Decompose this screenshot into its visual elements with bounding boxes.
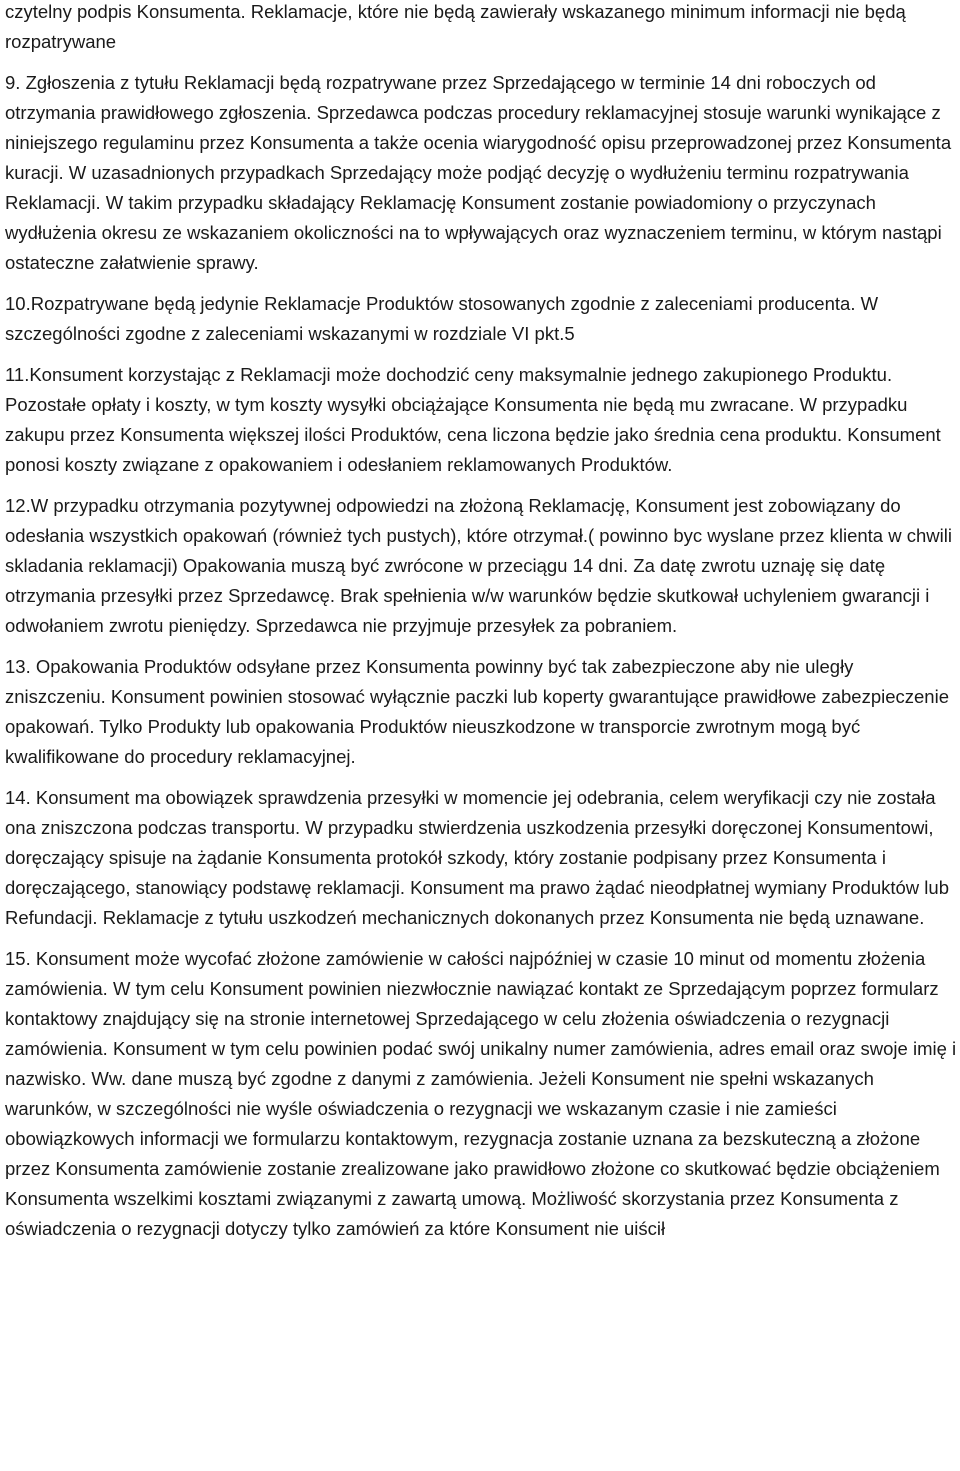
paragraph-9: 9. Zgłoszenia z tytułu Reklamacji będą rozpatrywane przez Sprzedającego w terminie 14 dni roboczych od otrzymania prawidłowego zgłoszenia. Sprzedawca podczas procedury reklamacyjnej stosuje warunki wynikające z niniejszego regulaminu przez Konsumenta a także ocenia wiarygodność opisu przeprowadzonej przez Konsumenta kuracji. W uzasadnionych przypadkach Sprzedający może podjąć decyzję o wydłużeniu terminu rozpatrywania Reklamacji. W takim przypadku składający Reklamację Konsument zostanie powiadomiony o przyczynach wydłużenia okresu ze wskazaniem okoliczności na to wpływających oraz wyznaczeniem terminu, w którym nastąpi ostateczne załatwienie sprawy. (5, 72, 952, 273)
paragraph-13: 13. Opakowania Produktów odsyłane przez Konsumenta powinny być tak zabezpieczone aby nie uległy zniszczeniu. Konsument powinien stosować wyłącznie paczki lub koperty gwarantujące prawidłowe zabezpieczenie opakowań. Tylko Produkty lub opakowania Produktów nieuszkodzone w transporcie zwrotnym mogą być kwalifikowane do procedury reklamacyjnej. (5, 656, 949, 767)
paragraph-12: 12.W przypadku otrzymania pozytywnej odpowiedzi na złożoną Reklamację, Konsument jest zobowiązany do odesłania wszystkich opakowań (również tych pustych), które otrzymał.( powinno byc wyslane przez klienta w chwili skladania reklamacji) Opakowania muszą być zwrócone w przeciągu 14 dni. Za datę zwrotu uznaję się datę otrzymania przesyłki przez Sprzedawcę. Brak spełnienia w/w warunków będzie skutkował uchyleniem gwarancji i odwołaniem zwrotu pieniędzy. Sprzedawca nie przyjmuje przesyłek za pobraniem. (5, 495, 952, 636)
document-page (5, 0, 957, 1255)
paragraph-signature-note: czytelny podpis Konsumenta. Reklamacje, które nie będą zawierały wskazanego minimum informacji nie będą rozpatrywane (5, 1, 906, 52)
paragraph-14: 14. Konsument ma obowiązek sprawdzenia przesyłki w momencie jej odebrania, celem weryfikacji czy nie została ona zniszczona podczas transportu. W przypadku stwierdzenia uszkodzenia przesyłki doręczonej Konsumentowi, doręczający spisuje na żądanie Konsumenta protokół szkody, który zostanie podpisany przez Konsumenta i doręczającego, stanowiący podstawę reklamacji. Konsument ma prawo żądać nieodpłatnej wymiany Produktów lub Refundacji. Reklamacje z tytułu uszkodzeń mechanicznych dokonanych przez Konsumenta nie będą uznawane. (5, 787, 949, 928)
paragraph-15: 15. Konsument może wycofać złożone zamówienie w całości najpóźniej w czasie 10 minut od momentu złożenia zamówienia. W tym celu Konsument powinien niezwłocznie nawiązać kontakt ze Sprzedającym poprzez formularz kontaktowy znajdujący się na stronie internetowej Sprzedającego w celu złożenia oświadczenia o rezygnacji zamówienia. Konsument w tym celu powinien podać swój unikalny numer zamówienia, adres email oraz swoje imię i nazwisko. Ww. dane muszą być zgodne z danymi z zamówienia. Jeżeli Konsument nie spełni wskazanych warunków, w szczególności nie wyśle oświadczenia o rezygnacji we wskazanym czasie i nie zamieści obowiązkowych informacji we formularzu kontaktowym, rezygnacja zostanie uznana za bezskuteczną a złożone przez Konsumenta zamówienie zostanie zrealizowane jako prawidłowo złożone co skutkować będzie obciążeniem Konsumenta wszelkimi kosztami związanymi z zawartą umową. Możliwość skorzystania przez Konsumenta z oświadczenia o rezygnacji dotyczy tylko zamówień za które Konsument nie uiścił (5, 948, 957, 1239)
paragraph-10: 10.Rozpatrywane będą jedynie Reklamacje Produktów stosowanych zgodnie z zaleceniami producenta. W szczególności zgodne z zaleceniami wskazanymi w rozdziale VI pkt.5 (5, 293, 879, 344)
paragraph-11: 11.Konsument korzystając z Reklamacji może dochodzić ceny maksymalnie jednego zakupionego Produktu. Pozostałe opłaty i koszty, w tym koszty wysyłki obciążające Konsumenta nie będą mu zwracane. W przypadku zakupu przez Konsumenta większej ilości Produktów, cena liczona będzie jako średnia cena produktu. Konsument ponosi koszty związane z opakowaniem i odesłaniem reklamowanych Produktów. (5, 364, 941, 475)
